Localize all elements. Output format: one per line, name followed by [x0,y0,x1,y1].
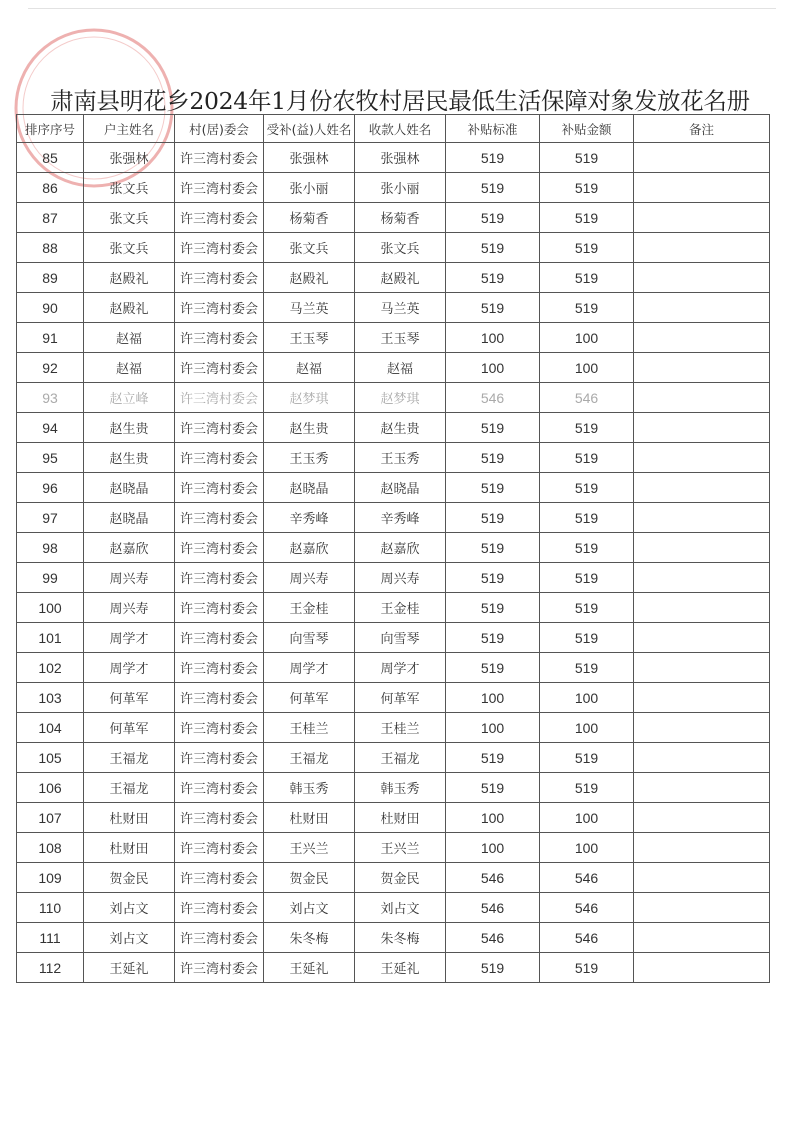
remarks-cell [634,713,770,743]
serial-no-cell: 93 [17,383,84,413]
subsidy-amount-cell: 519 [540,443,634,473]
table-row [17,323,770,353]
remarks-cell [634,263,770,293]
table-row [17,683,770,713]
table-row [17,143,770,173]
beneficiary-cell: 赵殿礼 [264,263,355,293]
village-committee-cell: 许三湾村委会 [175,563,264,593]
household-head-cell: 赵福 [84,353,175,383]
remarks-cell [634,803,770,833]
remarks-cell [634,683,770,713]
subsidy-standard-cell: 519 [446,593,540,623]
subsidy-standard-cell: 519 [446,473,540,503]
subsidy-standard-cell: 519 [446,293,540,323]
header-remarks: 备注 [634,115,770,143]
beneficiary-cell: 王桂兰 [264,713,355,743]
village-committee-cell: 许三湾村委会 [175,323,264,353]
subsidy-amount-cell: 100 [540,683,634,713]
payee-cell: 王兴兰 [355,833,446,863]
subsidy-amount-cell: 519 [540,773,634,803]
table-row [17,803,770,833]
serial-no-cell: 91 [17,323,84,353]
payee-cell: 马兰英 [355,293,446,323]
table-row [17,473,770,503]
header-payee: 收款人姓名 [355,115,446,143]
table-row [17,833,770,863]
subsidy-standard-cell: 546 [446,383,540,413]
subsidy-amount-cell: 519 [540,293,634,323]
subsidy-standard-cell: 519 [446,143,540,173]
table-row [17,593,770,623]
header-subsidy-standard: 补贴标准 [446,115,540,143]
payee-cell: 赵生贵 [355,413,446,443]
payee-cell: 赵晓晶 [355,473,446,503]
beneficiary-cell: 赵晓晶 [264,473,355,503]
serial-no-cell: 86 [17,173,84,203]
household-head-cell: 何革军 [84,713,175,743]
remarks-cell [634,173,770,203]
subsidy-amount-cell: 519 [540,563,634,593]
table-row [17,533,770,563]
table-row [17,743,770,773]
payee-cell: 刘占文 [355,893,446,923]
subsidy-amount-cell: 519 [540,473,634,503]
household-head-cell: 赵立峰 [84,383,175,413]
beneficiary-cell: 王金桂 [264,593,355,623]
table-row [17,263,770,293]
remarks-cell [634,293,770,323]
subsidy-standard-cell: 519 [446,263,540,293]
header-serial-no: 排序序号 [17,115,84,143]
serial-no-cell: 99 [17,563,84,593]
subsidy-amount-cell: 100 [540,323,634,353]
household-head-cell: 杜财田 [84,803,175,833]
subsidy-amount-cell: 100 [540,833,634,863]
payee-cell: 张强林 [355,143,446,173]
remarks-cell [634,473,770,503]
serial-no-cell: 108 [17,833,84,863]
payee-cell: 张小丽 [355,173,446,203]
serial-no-cell: 104 [17,713,84,743]
table-row [17,713,770,743]
payee-cell: 何革军 [355,683,446,713]
household-head-cell: 王福龙 [84,773,175,803]
village-committee-cell: 许三湾村委会 [175,143,264,173]
serial-no-cell: 87 [17,203,84,233]
serial-no-cell: 112 [17,953,84,983]
subsidy-amount-cell: 519 [540,143,634,173]
subsidy-standard-cell: 546 [446,863,540,893]
table-row [17,923,770,953]
payee-cell: 朱冬梅 [355,923,446,953]
subsidy-amount-cell: 519 [540,953,634,983]
serial-no-cell: 109 [17,863,84,893]
subsidy-amount-cell: 546 [540,923,634,953]
serial-no-cell: 85 [17,143,84,173]
household-head-cell: 张文兵 [84,233,175,263]
village-committee-cell: 许三湾村委会 [175,173,264,203]
remarks-cell [634,203,770,233]
serial-no-cell: 98 [17,533,84,563]
subsidy-standard-cell: 100 [446,323,540,353]
serial-no-cell: 100 [17,593,84,623]
remarks-cell [634,503,770,533]
subsidy-amount-cell: 519 [540,263,634,293]
subsidy-amount-cell: 519 [540,533,634,563]
payee-cell: 赵梦琪 [355,383,446,413]
household-head-cell: 赵殿礼 [84,263,175,293]
beneficiary-cell: 张小丽 [264,173,355,203]
beneficiary-cell: 刘占文 [264,893,355,923]
document-title: 肃南县明花乡2024年1月份农牧村居民最低生活保障对象发放花名册 [50,87,750,115]
beneficiary-cell: 朱冬梅 [264,923,355,953]
household-head-cell: 周兴寿 [84,593,175,623]
village-committee-cell: 许三湾村委会 [175,653,264,683]
remarks-cell [634,533,770,563]
subsidy-amount-cell: 519 [540,413,634,443]
payee-cell: 赵殿礼 [355,263,446,293]
table-row [17,773,770,803]
remarks-cell [634,833,770,863]
village-committee-cell: 许三湾村委会 [175,893,264,923]
table-row [17,503,770,533]
serial-no-cell: 105 [17,743,84,773]
table-row [17,953,770,983]
remarks-cell [634,893,770,923]
beneficiary-cell: 赵生贵 [264,413,355,443]
beneficiary-cell: 周学才 [264,653,355,683]
subsidy-amount-cell: 546 [540,863,634,893]
beneficiary-cell: 张文兵 [264,233,355,263]
village-committee-cell: 许三湾村委会 [175,233,264,263]
payee-cell: 赵福 [355,353,446,383]
table-row [17,383,770,413]
village-committee-cell: 许三湾村委会 [175,743,264,773]
village-committee-cell: 许三湾村委会 [175,443,264,473]
beneficiary-cell: 向雪琴 [264,623,355,653]
table-row [17,353,770,383]
header-subsidy-amount: 补贴金额 [540,115,634,143]
household-head-cell: 赵殿礼 [84,293,175,323]
payee-cell: 杜财田 [355,803,446,833]
payee-cell: 王延礼 [355,953,446,983]
subsidy-amount-cell: 519 [540,233,634,263]
subsidy-amount-cell: 519 [540,623,634,653]
village-committee-cell: 许三湾村委会 [175,353,264,383]
household-head-cell: 周学才 [84,653,175,683]
subsidy-standard-cell: 100 [446,803,540,833]
table-row [17,863,770,893]
serial-no-cell: 107 [17,803,84,833]
village-committee-cell: 许三湾村委会 [175,593,264,623]
household-head-cell: 王福龙 [84,743,175,773]
subsidy-amount-cell: 519 [540,173,634,203]
payee-cell: 王玉琴 [355,323,446,353]
subsidy-standard-cell: 519 [446,623,540,653]
beneficiary-cell: 王玉琴 [264,323,355,353]
remarks-cell [634,923,770,953]
payee-cell: 王金桂 [355,593,446,623]
payee-cell: 贺金民 [355,863,446,893]
household-head-cell: 赵晓晶 [84,473,175,503]
village-committee-cell: 许三湾村委会 [175,683,264,713]
serial-no-cell: 110 [17,893,84,923]
village-committee-cell: 许三湾村委会 [175,923,264,953]
village-committee-cell: 许三湾村委会 [175,293,264,323]
header-village-committee: 村(居)委会 [175,115,264,143]
village-committee-cell: 许三湾村委会 [175,833,264,863]
serial-no-cell: 89 [17,263,84,293]
remarks-cell [634,413,770,443]
subsidy-standard-cell: 519 [446,503,540,533]
payee-cell: 杨菊香 [355,203,446,233]
remarks-cell [634,353,770,383]
beneficiary-cell: 杨菊香 [264,203,355,233]
header-household-head: 户主姓名 [84,115,175,143]
remarks-cell [634,653,770,683]
beneficiary-cell: 王玉秀 [264,443,355,473]
payee-cell: 王玉秀 [355,443,446,473]
serial-no-cell: 92 [17,353,84,383]
table-row [17,173,770,203]
subsidy-amount-cell: 519 [540,743,634,773]
subsidy-amount-cell: 519 [540,593,634,623]
subsidy-standard-cell: 546 [446,923,540,953]
remarks-cell [634,233,770,263]
village-committee-cell: 许三湾村委会 [175,953,264,983]
subsidy-amount-cell: 100 [540,803,634,833]
subsidy-standard-cell: 100 [446,353,540,383]
remarks-cell [634,143,770,173]
remarks-cell [634,773,770,803]
subsidy-standard-cell: 519 [446,563,540,593]
subsidy-amount-cell: 100 [540,353,634,383]
beneficiary-cell: 王延礼 [264,953,355,983]
subsidy-standard-cell: 519 [446,773,540,803]
subsidy-standard-cell: 519 [446,203,540,233]
payee-cell: 赵嘉欣 [355,533,446,563]
remarks-cell [634,593,770,623]
village-committee-cell: 许三湾村委会 [175,623,264,653]
table-row [17,653,770,683]
table-row [17,233,770,263]
serial-no-cell: 111 [17,923,84,953]
subsidy-amount-cell: 519 [540,203,634,233]
subsidy-amount-cell: 546 [540,383,634,413]
household-head-cell: 张文兵 [84,173,175,203]
subsidy-standard-cell: 519 [446,533,540,563]
village-committee-cell: 许三湾村委会 [175,713,264,743]
remarks-cell [634,953,770,983]
household-head-cell: 王延礼 [84,953,175,983]
serial-no-cell: 90 [17,293,84,323]
household-head-cell: 刘占文 [84,893,175,923]
remarks-cell [634,743,770,773]
subsidy-roster-table [16,114,770,983]
beneficiary-cell: 贺金民 [264,863,355,893]
payee-cell: 周兴寿 [355,563,446,593]
payee-cell: 王福龙 [355,743,446,773]
village-committee-cell: 许三湾村委会 [175,503,264,533]
household-head-cell: 周学才 [84,623,175,653]
household-head-cell: 赵生贵 [84,443,175,473]
household-head-cell: 张文兵 [84,203,175,233]
beneficiary-cell: 马兰英 [264,293,355,323]
table-row [17,413,770,443]
household-head-cell: 周兴寿 [84,563,175,593]
serial-no-cell: 94 [17,413,84,443]
payee-cell: 张文兵 [355,233,446,263]
table-row [17,563,770,593]
beneficiary-cell: 王兴兰 [264,833,355,863]
village-committee-cell: 许三湾村委会 [175,383,264,413]
serial-no-cell: 103 [17,683,84,713]
page-top-rule [28,8,776,9]
table-header-row [17,115,770,143]
village-committee-cell: 许三湾村委会 [175,533,264,563]
table-row [17,443,770,473]
village-committee-cell: 许三湾村委会 [175,473,264,503]
remarks-cell [634,323,770,353]
subsidy-standard-cell: 519 [446,413,540,443]
subsidy-amount-cell: 519 [540,653,634,683]
beneficiary-cell: 赵嘉欣 [264,533,355,563]
table-row [17,893,770,923]
payee-cell: 周学才 [355,653,446,683]
village-committee-cell: 许三湾村委会 [175,863,264,893]
beneficiary-cell: 辛秀峰 [264,503,355,533]
village-committee-cell: 许三湾村委会 [175,263,264,293]
household-head-cell: 赵嘉欣 [84,533,175,563]
beneficiary-cell: 周兴寿 [264,563,355,593]
subsidy-standard-cell: 519 [446,653,540,683]
household-head-cell: 刘占文 [84,923,175,953]
village-committee-cell: 许三湾村委会 [175,203,264,233]
village-committee-cell: 许三湾村委会 [175,413,264,443]
subsidy-amount-cell: 519 [540,503,634,533]
subsidy-standard-cell: 100 [446,713,540,743]
beneficiary-cell: 何革军 [264,683,355,713]
subsidy-standard-cell: 519 [446,233,540,263]
household-head-cell: 赵生贵 [84,413,175,443]
subsidy-amount-cell: 546 [540,893,634,923]
serial-no-cell: 97 [17,503,84,533]
subsidy-standard-cell: 519 [446,953,540,983]
household-head-cell: 赵福 [84,323,175,353]
beneficiary-cell: 杜财田 [264,803,355,833]
serial-no-cell: 96 [17,473,84,503]
payee-cell: 王桂兰 [355,713,446,743]
serial-no-cell: 106 [17,773,84,803]
beneficiary-cell: 张强林 [264,143,355,173]
serial-no-cell: 95 [17,443,84,473]
beneficiary-cell: 赵梦琪 [264,383,355,413]
table-row [17,203,770,233]
household-head-cell: 杜财田 [84,833,175,863]
beneficiary-cell: 韩玉秀 [264,773,355,803]
subsidy-standard-cell: 519 [446,743,540,773]
header-beneficiary: 受补(益)人姓名 [264,115,355,143]
subsidy-amount-cell: 100 [540,713,634,743]
village-committee-cell: 许三湾村委会 [175,773,264,803]
remarks-cell [634,623,770,653]
serial-no-cell: 101 [17,623,84,653]
remarks-cell [634,863,770,893]
subsidy-standard-cell: 519 [446,443,540,473]
household-head-cell: 贺金民 [84,863,175,893]
subsidy-standard-cell: 546 [446,893,540,923]
remarks-cell [634,383,770,413]
serial-no-cell: 102 [17,653,84,683]
beneficiary-cell: 王福龙 [264,743,355,773]
village-committee-cell: 许三湾村委会 [175,803,264,833]
payee-cell: 韩玉秀 [355,773,446,803]
table-row [17,623,770,653]
household-head-cell: 何革军 [84,683,175,713]
serial-no-cell: 88 [17,233,84,263]
subsidy-standard-cell: 100 [446,683,540,713]
payee-cell: 向雪琴 [355,623,446,653]
remarks-cell [634,443,770,473]
household-head-cell: 赵晓晶 [84,503,175,533]
table-row [17,293,770,323]
household-head-cell: 张强林 [84,143,175,173]
subsidy-standard-cell: 519 [446,173,540,203]
subsidy-standard-cell: 100 [446,833,540,863]
remarks-cell [634,563,770,593]
beneficiary-cell: 赵福 [264,353,355,383]
payee-cell: 辛秀峰 [355,503,446,533]
